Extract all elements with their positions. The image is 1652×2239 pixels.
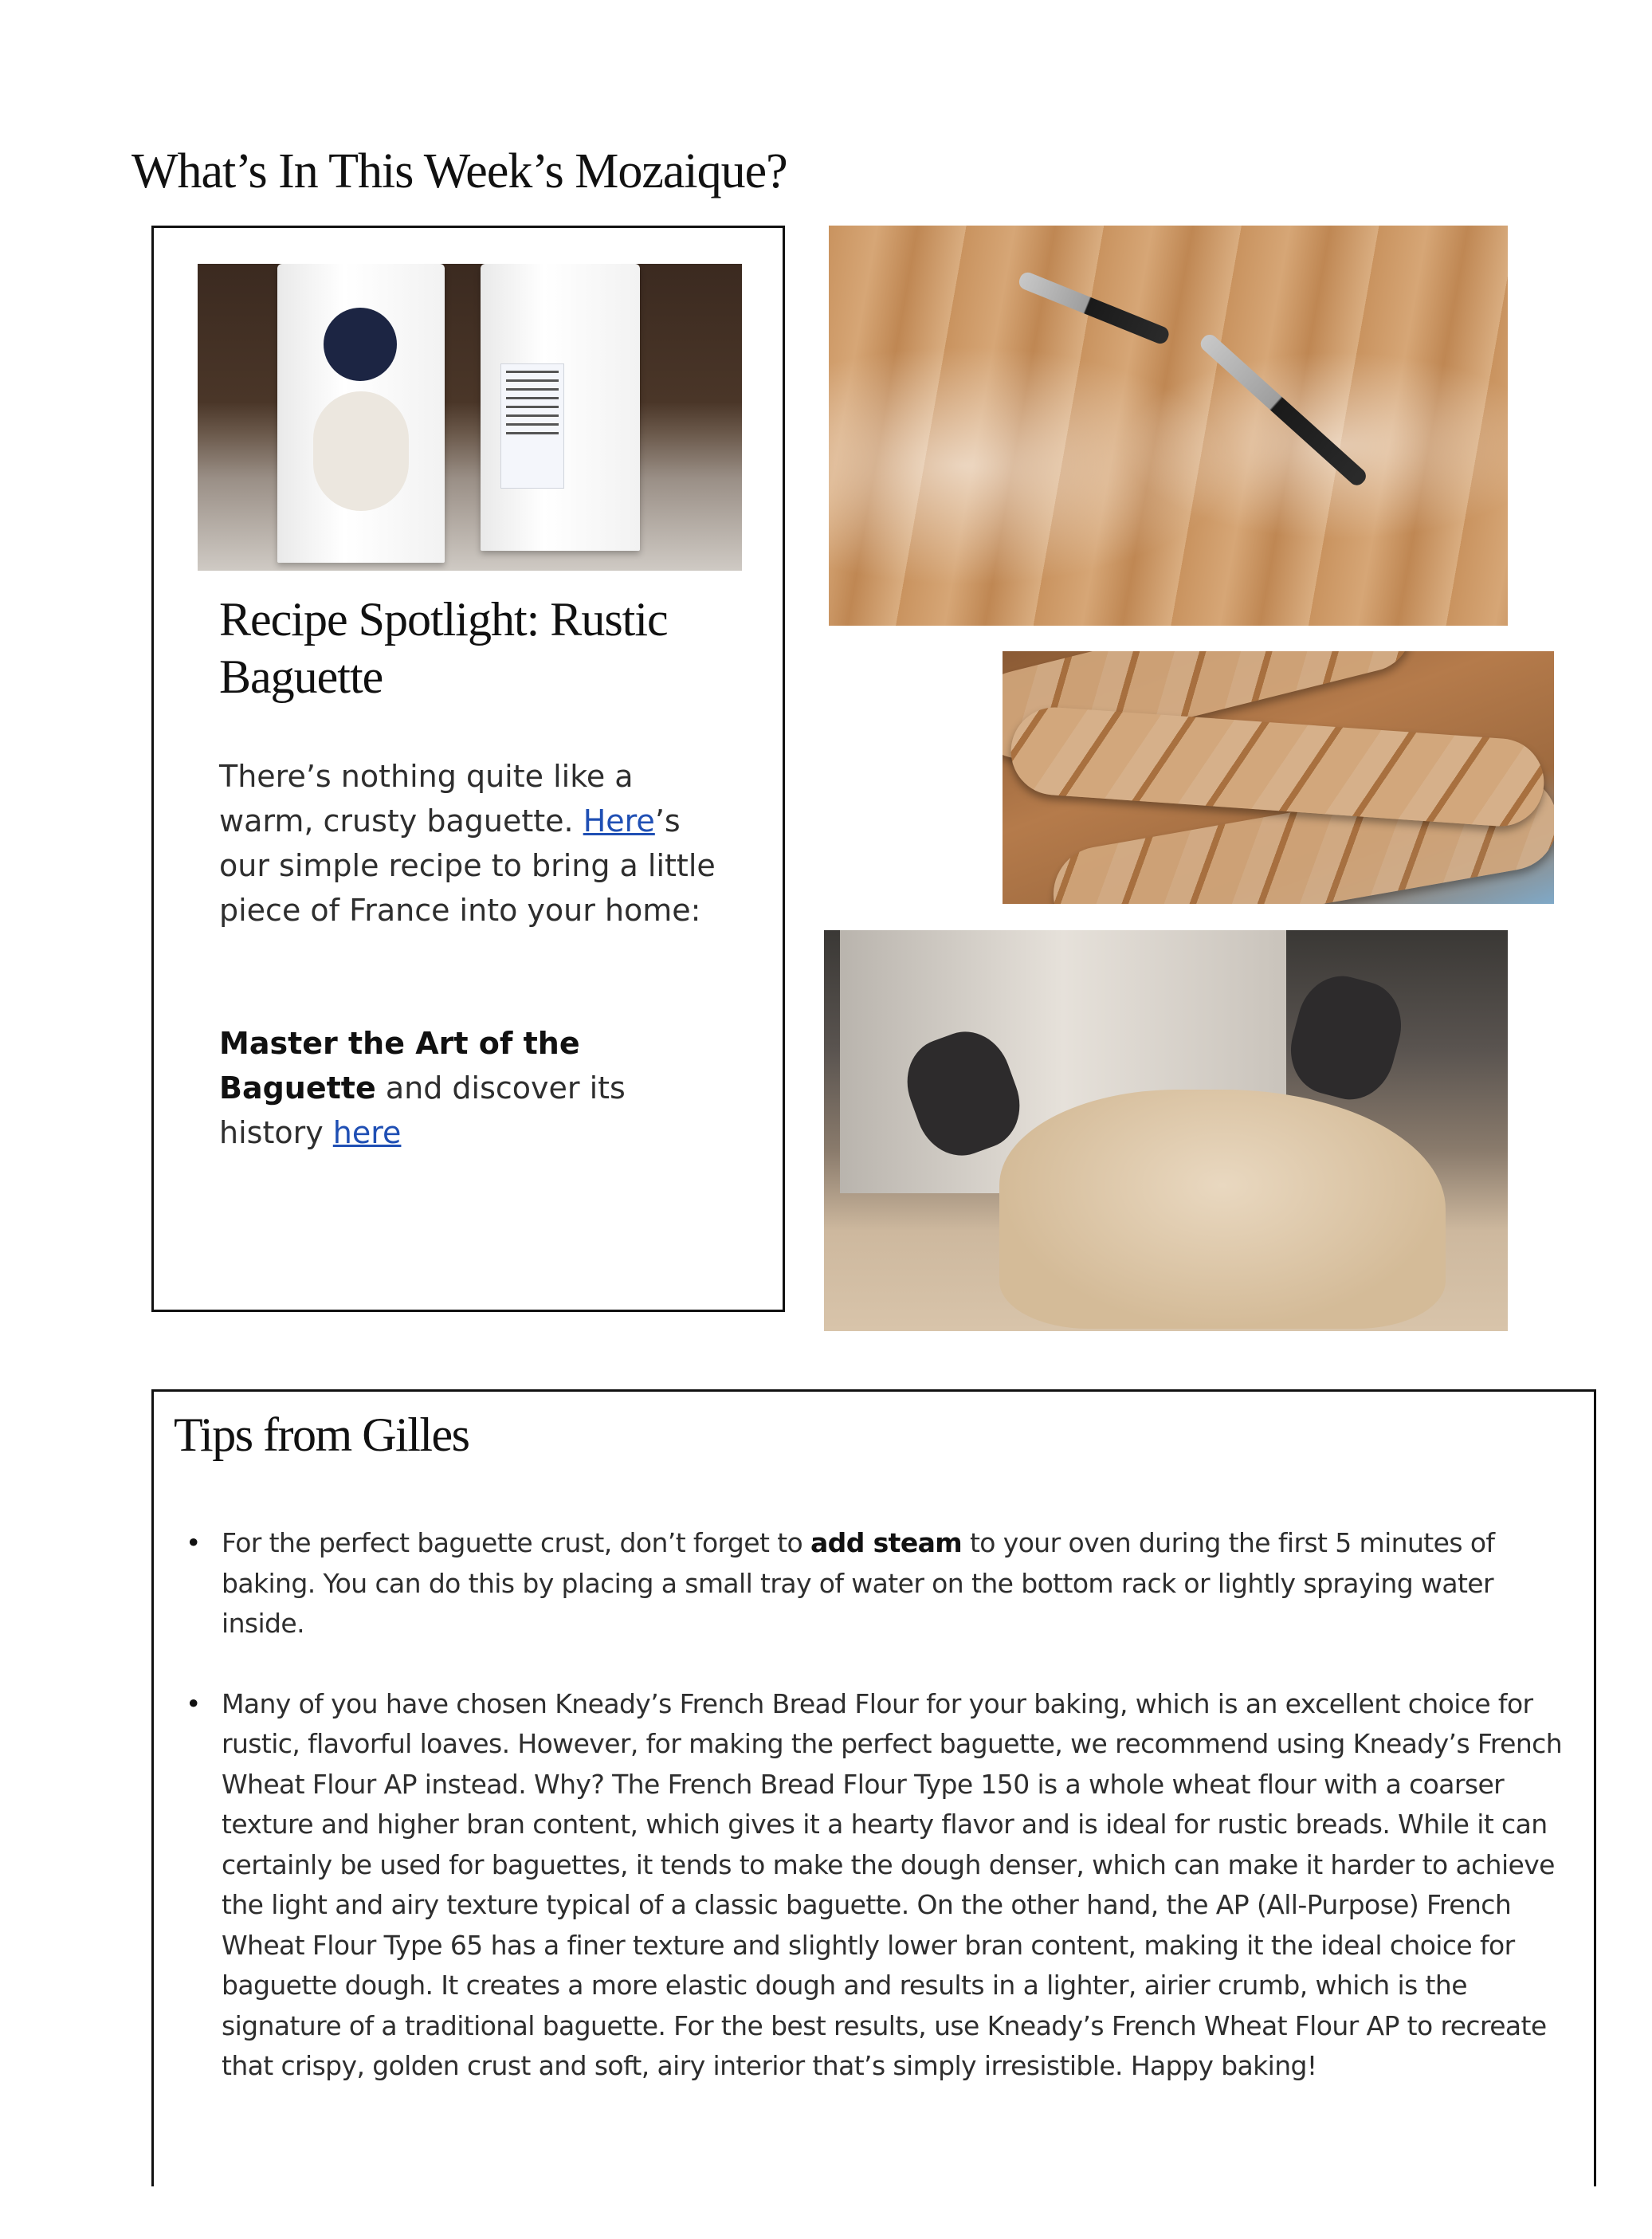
tip-text: Many of you have chosen Kneady’s French Bread Flour for your baking, which is an excellent choice for rustic, flavorful loaves. However, for making the perfect baguette, we recommend using Kneady’s French Wheat Flour AP instead. Why? The French Bread Flour Type 150 is a whole wheat flour with a coarser texture and higher bran content, which gives it a hearty flavor and is ideal for rustic breads. While it can certainly be used for baguettes, it tends to make the dough denser, which can make it harder to achieve the light and airy texture typical of a classic baguette. On the other hand, the AP (All-Purpose) French Wheat Flour Type 65 has a finer texture and slightly lower bran content, making it the ideal choice for baguette dough. It creates a more elastic dough and results in a lighter, airier crumb, which is the signature of a traditional baguette. For the best results, use Kneady’s French Wheat Flour AP to recreate that crispy, golden crust and soft, airy interior that’s simply irresistible. Happy baking!: [222, 1687, 1563, 2081]
baguettes-image: [1003, 651, 1554, 904]
recipe-link[interactable]: Here: [583, 803, 655, 839]
dough-shape: [999, 1090, 1446, 1329]
recipe-intro-text-end: ’s our simple recipe to bring a little piece of France into your home:: [219, 803, 716, 928]
flour-bag-front: [277, 264, 445, 563]
knife-shape: [1198, 332, 1369, 489]
glove-shape: [1281, 967, 1411, 1110]
recipe-spotlight-card: [151, 226, 785, 1312]
recipe-intro: [219, 754, 729, 933]
tip-item-flour: [174, 1684, 1576, 2087]
recipe-heading: Recipe Spotlight: Rustic Baguette: [219, 593, 668, 703]
tip-text: to your oven during the first 5 minutes of baking. You can do this by placing a small tray of water on the bottom rack or lightly spraying water inside.: [222, 1527, 1495, 1639]
history-bold-text: Master the Art of the Baguette: [219, 1026, 580, 1106]
recipe-intro-text: There’s nothing quite like a warm, crusty baguette.: [219, 759, 634, 839]
flour-window: [313, 391, 409, 511]
flour-bag-back: [481, 264, 640, 551]
tip-item-steam: [174, 1523, 1576, 1644]
flour-bags-image: [198, 264, 742, 571]
knives-on-table-image: [829, 226, 1508, 626]
tip-text: For the perfect baguette crust, don’t forget to: [222, 1527, 811, 1558]
tips-card: [151, 1389, 1596, 2186]
tip-bold-text: add steam: [810, 1527, 963, 1558]
page-title: What’s In This Week’s Mozaique?: [131, 144, 787, 198]
loaf-shape: [1008, 705, 1547, 829]
kneadys-logo-icon: [324, 308, 397, 381]
nutrition-label: [500, 363, 564, 489]
dough-stretching-image: [824, 930, 1508, 1331]
knife-shape: [1017, 270, 1171, 346]
history-link[interactable]: here: [332, 1115, 402, 1150]
history-text: and discover its history: [219, 1070, 626, 1150]
tips-list: [174, 1523, 1576, 2127]
tips-heading: Tips from Gilles: [174, 1408, 469, 1461]
baguette-history: [219, 1021, 729, 1155]
